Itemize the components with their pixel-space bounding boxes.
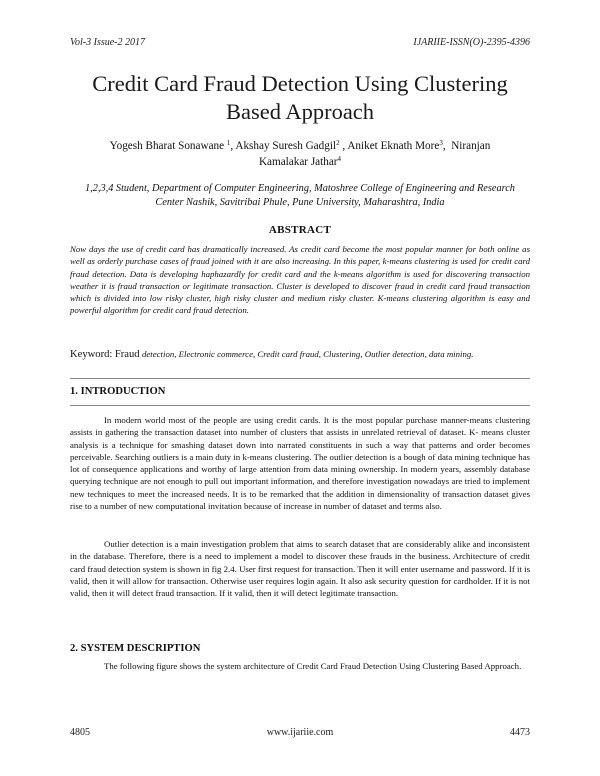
paper-title: [60, 70, 540, 126]
author-2-sup: 2: [336, 139, 340, 147]
author-2: Akshay Suresh Gadgil: [235, 140, 337, 152]
intro-paragraph-2: Outlier detection is a main investigation problem that aims to search dataset that are considerably alike and inconsistent in the database. Therefore, there is a need to implement a model to discover these frauds in the business. Architecture of credit card fraud detection system is shown in fig 2.4. User first request for transaction. Then it will enter username and password. If it is valid, then it will allow for transaction. Otherwise user requires login again. It also ask security question for cardholder. If it is not valid, then it will detect fraud transaction. If it valid, then it will detect legitimate transaction.: [70, 539, 530, 599]
author-1: Yogesh Bharat Sonawane: [109, 140, 225, 152]
header-issn: IJARIIE-ISSN(O)-2395-4396: [413, 37, 530, 48]
keywords-list: detection, Electronic commerce, Credit card fraud, Clustering, Outlier detection, data mining.: [142, 349, 474, 359]
author-3-sup: 3: [439, 139, 443, 147]
intro-paragraph-1: In modern world most of the people are using credit cards. It is the most popular purchase manner-means clustering assists in gathering the transaction dataset into number of clusters that assists in unrelated retrieval of dataset. K- means cluster analysis is a technique for smashing dataset down into narrated constituents in such a way that patterns and order becomes perceivable. Searching outliers is a main duty in k-means clustering. The outlier detection is a bough of data mining technique has lot of consequence applications and worthy of large attention from data mining ownership. In modern years, assembly database querying technique are not enough to pull out important information, and therefore investigation nowadays are tried to implement new techniques to meet the increased needs. It is to be remarked that the addition in dimensionality of transaction dataset gives rise to a number of new computational invitation because of increase in number of dataset and terms also.: [70, 415, 530, 512]
author-4-sup: 4: [337, 155, 342, 163]
section-divider-top: [70, 378, 530, 379]
footer-page-id: 4805: [70, 727, 90, 738]
affiliation: 1,2,3,4 Student, Department of Computer Engineering, Matoshree College of Engineering and Research Center Nashik, Savitribai Phule, Pune University, Maharashtra, India: [85, 183, 515, 208]
section-divider-bottom: [70, 405, 530, 406]
author-1-sup: 1: [226, 139, 231, 147]
keywords-label: Keyword:: [70, 349, 113, 360]
keywords-first: Fraud: [114, 349, 140, 360]
author-list: Yogesh Bharat Sonawane $^1$, Akshay Suresh Gadgil$^2$ , Aniket Eknath More$^3$, Niranjan Kamalakar Jathar$^4$: [109, 139, 491, 168]
system-description-paragraph: The following figure shows the system architecture of Credit Card Fraud Detection Using Clustering Based Approach.: [104, 661, 522, 671]
footer-page-number: 4473: [510, 727, 530, 738]
title-line-1: Credit Card Fraud Detection Using Clustering: [92, 71, 508, 96]
author-4-last: Kamalakar Jathar: [258, 156, 338, 168]
title-line-2: Based Approach: [225, 99, 375, 124]
section-2-heading: 2. SYSTEM DESCRIPTION: [70, 643, 201, 654]
keywords: [70, 348, 540, 361]
abstract-text: Now days the use of credit card has dramatically increased. As credit card become the most popular manner for both online as well as orderly purchase cases of fraud joined with it are also increasing. In this paper, k-means clustering is used for credit card fraud detection. Data is developing haphazardly for credit card and the k-means algorithm is used for discovering transaction weather it is fraud transaction or legitimate transaction. Cluster is developed to discover fraud in credit card fraud transaction which is divided into low risky cluster, high risky cluster and medium risky cluster. K-means clustering algorithm is easy and powerful algorithm for credit card fraud detection.: [70, 244, 530, 316]
footer-website: www.ijariie.com: [266, 727, 334, 738]
header-volume: Vol-3 Issue-2 2017: [70, 37, 145, 48]
author-4-first: Niranjan: [451, 140, 491, 152]
abstract-heading: ABSTRACT: [268, 224, 332, 236]
author-3: Aniket Eknath More: [347, 140, 440, 152]
section-1-heading: 1. INTRODUCTION: [70, 386, 166, 397]
